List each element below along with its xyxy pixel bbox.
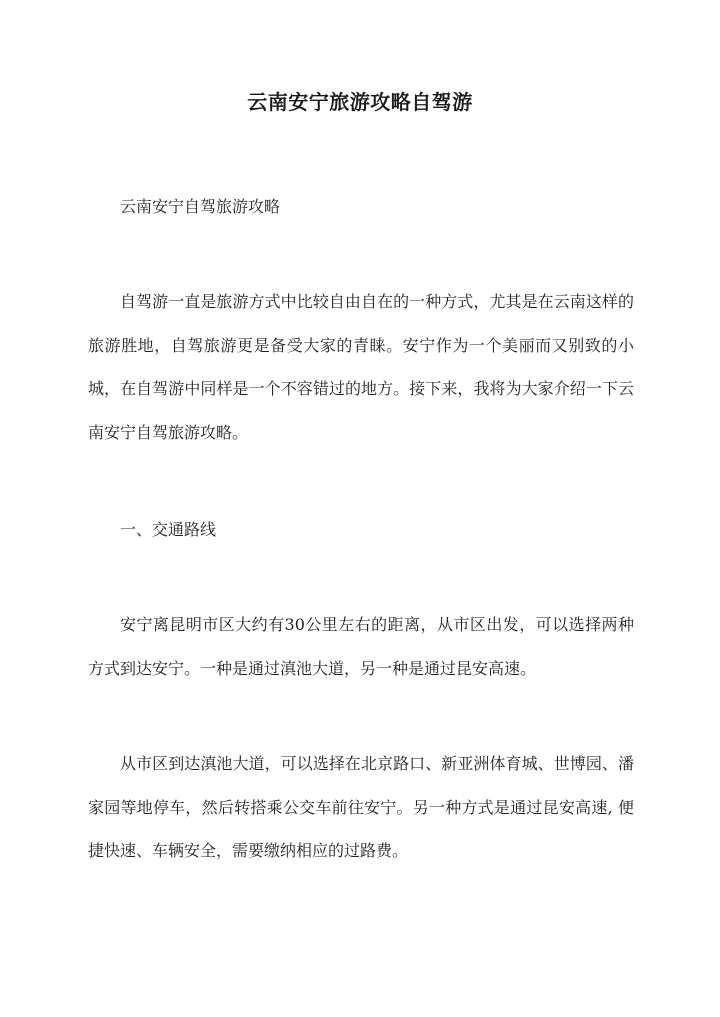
intro-paragraph: 自驾游一直是旅游方式中比较自由自在的一种方式，尤其是在云南这样的旅游胜地，自驾旅游更是备受大家的青睐。安宁作为一个美丽而又别致的小城，在自驾游中同样是一个不容错过的地方。接下来，我将为大家介绍一下云南安宁自驾旅游攻略。 — [88, 292, 634, 442]
section-heading-traffic: 一、交通路线 — [120, 520, 217, 539]
route-paragraph-2: 从市区到达滇池大道，可以选择在北京路口、新亚洲体育城、世博园、潘家园等地停车，然后转搭乘公交车前往安宁。另一种方式是通过昆安高速, 便捷快速、车辆安全，需要缴纳相应的过路费。 — [88, 754, 634, 860]
route-paragraph-1: 安宁离昆明市区大约有30公里左右的距离，从市区出发，可以选择两种方式到达安宁。一种是通过滇池大道，另一种是通过昆安高速。 — [88, 615, 634, 678]
document-title: 云南安宁旅游攻略自驾游 — [247, 90, 473, 114]
subtitle-paragraph: 云南安宁自驾旅游攻略 — [120, 197, 281, 216]
